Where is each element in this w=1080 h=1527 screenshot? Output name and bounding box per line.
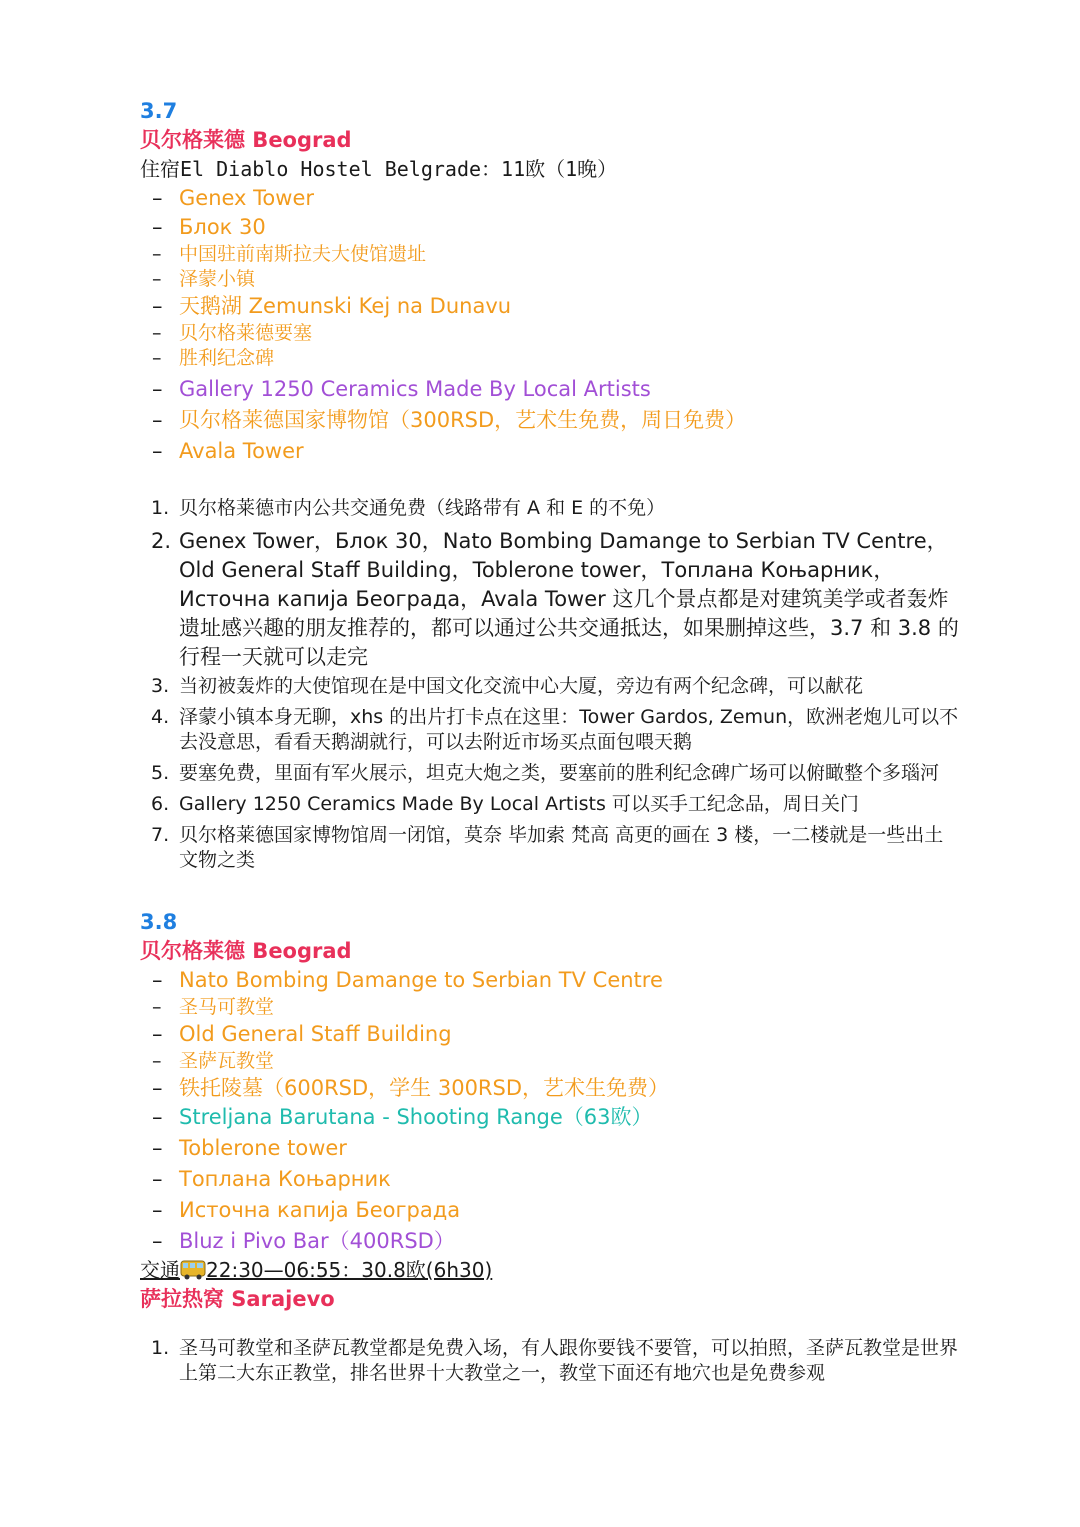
note-text: 当初被轰炸的大使馆现在是中国文化交流中心大厦，旁边有两个纪念碑，可以献花 <box>179 675 864 697</box>
dash-bullet: – <box>152 243 162 265</box>
dash-bullet: – <box>152 996 162 1018</box>
transport-time: 22:30—06:55：30.8欧(6h30) <box>206 1258 493 1282</box>
spot-text: 贝尔格莱德国家博物馆（300RSD，艺术生免费，周日免费） <box>179 408 747 432</box>
day2-notes-list <box>140 1336 960 1386</box>
note-item <box>140 705 960 755</box>
note-number: 3. <box>151 675 170 697</box>
spot-item <box>140 292 960 321</box>
dash-bullet: – <box>152 268 162 290</box>
day-date-heading: 3.8 <box>140 910 178 934</box>
city-heading: 贝尔格莱德 Beograd <box>140 939 352 963</box>
spot-text: Old General Staff Building <box>179 1022 452 1046</box>
note-number: 7. <box>151 824 170 846</box>
note-number: 1. <box>151 1337 170 1359</box>
document-page <box>140 96 960 1392</box>
spot-text: Genex Tower <box>179 186 314 210</box>
spot-item <box>140 966 960 995</box>
note-text: 贝尔格莱德国家博物馆周一闭馆，莫奈 毕加索 梵高 高更的画在 3 楼，一二楼就是一些出土文物之类 <box>179 824 944 871</box>
note-text: Gallery 1250 Ceramics Made By Local Artists 可以买手工纪念品，周日关门 <box>179 793 859 815</box>
spot-text: Блок 30 <box>179 215 266 239</box>
note-item <box>140 527 960 672</box>
note-item <box>140 761 960 786</box>
spot-item <box>140 242 960 267</box>
city-heading: 贝尔格莱德 Beograd <box>140 128 352 152</box>
bus-icon <box>180 1259 206 1279</box>
dash-bullet: – <box>152 1050 162 1072</box>
spot-text: 圣马可教堂 <box>179 996 275 1018</box>
dash-bullet: – <box>152 1076 163 1100</box>
dash-bullet: – <box>152 294 163 318</box>
spot-item <box>140 1134 960 1163</box>
dash-bullet: – <box>152 322 162 344</box>
spot-item <box>140 1020 960 1049</box>
spot-text: Bluz i Pivo Bar（400RSD） <box>179 1229 455 1253</box>
note-item <box>140 792 960 817</box>
spot-text: Toblerone tower <box>179 1136 347 1160</box>
spot-item <box>140 1103 960 1132</box>
spot-text: 圣萨瓦教堂 <box>179 1050 275 1072</box>
day2-spot-list <box>140 966 960 1256</box>
spot-item <box>140 321 960 346</box>
note-text: 圣马可教堂和圣萨瓦教堂都是免费入场，有人跟你要钱不要管，可以拍照，圣萨瓦教堂是世界上第二大东正教堂，排名世界十大教堂之一，教堂下面还有地穴也是免费参观 <box>179 1337 959 1384</box>
dash-bullet: – <box>152 408 163 432</box>
dash-bullet: – <box>152 968 163 992</box>
spot-item <box>140 406 960 435</box>
spot-text: Топлана Коњарник <box>179 1167 391 1191</box>
spacer <box>140 466 960 496</box>
spot-text: 贝尔格莱德要塞 <box>179 322 313 344</box>
dash-bullet: – <box>152 347 162 369</box>
dash-bullet: – <box>152 1022 163 1046</box>
transport-info <box>140 1256 960 1285</box>
note-number: 6. <box>151 793 170 815</box>
spot-item <box>140 346 960 371</box>
spot-text: 铁托陵墓（600RSD，学生 300RSD，艺术生免费） <box>179 1076 670 1100</box>
spot-text: Avala Tower <box>179 439 304 463</box>
spot-item <box>140 267 960 292</box>
spot-text: Streljana Barutana - Shooting Range（63欧） <box>179 1105 653 1129</box>
lodging-info: 住宿El Diablo Hostel Belgrade：11欧（1晚） <box>140 157 618 181</box>
spot-item <box>140 1165 960 1194</box>
day1-spot-list <box>140 184 960 466</box>
spot-text: Gallery 1250 Ceramics Made By Local Artists <box>179 377 651 401</box>
dash-bullet: – <box>152 377 163 401</box>
next-city-heading: 萨拉热窝 Sarajevo <box>140 1287 335 1311</box>
spot-item <box>140 213 960 242</box>
note-text: 要塞免费，里面有军火展示，坦克大炮之类，要塞前的胜利纪念碑广场可以俯瞰整个多瑙河 <box>179 762 940 784</box>
spot-item <box>140 375 960 404</box>
note-number: 1. <box>151 497 170 519</box>
spot-text: 天鹅湖 Zemunski Kej na Dunavu <box>179 294 512 318</box>
spot-item <box>140 1049 960 1074</box>
day-date-heading: 3.7 <box>140 99 178 123</box>
spot-text: 泽蒙小镇 <box>179 268 256 290</box>
spot-text: 胜利纪念碑 <box>179 347 275 369</box>
day1-notes-list <box>140 496 960 873</box>
dash-bullet: – <box>152 1198 163 1222</box>
dash-bullet: – <box>152 1105 163 1129</box>
dash-bullet: – <box>152 1136 163 1160</box>
dash-bullet: – <box>152 1229 163 1253</box>
note-text: 贝尔格莱德市内公共交通免费（线路带有 A 和 E 的不免） <box>179 497 666 519</box>
spot-item <box>140 437 960 466</box>
dash-bullet: – <box>152 439 163 463</box>
spot-item <box>140 1227 960 1256</box>
note-item <box>140 496 960 521</box>
spacer <box>140 879 960 907</box>
dash-bullet: – <box>152 186 163 210</box>
note-text: Genex Tower，Блок 30，Nato Bombing Damange to Serbian TV Centre，Old General Staff Building，Toblerone tower，Топлана Коњарник，Источна капија Београда，Avala Tower 这几个景点都是对建筑美学或者轰炸遗址感兴趣的朋友推荐的，都可以通过公共交通抵达，如果删掉这些，3.7 和 3.8 的行程一天就可以走完 <box>179 529 959 669</box>
spot-text: Nato Bombing Damange to Serbian TV Centre <box>179 968 663 992</box>
spot-item <box>140 995 960 1020</box>
note-item <box>140 1336 960 1386</box>
spacer <box>140 1314 960 1336</box>
note-number: 4. <box>151 706 170 728</box>
note-number: 2. <box>151 529 172 553</box>
note-number: 5. <box>151 762 170 784</box>
spot-text: 中国驻前南斯拉夫大使馆遗址 <box>179 243 427 265</box>
spot-text: Источна капија Београда <box>179 1198 461 1222</box>
note-item <box>140 674 960 699</box>
note-item <box>140 823 960 873</box>
note-text: 泽蒙小镇本身无聊，xhs 的出片打卡点在这里：Tower Gardos, Zemun，欧洲老炮儿可以不去没意思，看看天鹅湖就行，可以去附近市场买点面包喂天鹅 <box>179 706 959 753</box>
spot-item <box>140 1196 960 1225</box>
spot-item <box>140 184 960 213</box>
dash-bullet: – <box>152 1167 163 1191</box>
transport-label: 交通 <box>140 1258 180 1282</box>
spot-item <box>140 1074 960 1103</box>
dash-bullet: – <box>152 215 163 239</box>
